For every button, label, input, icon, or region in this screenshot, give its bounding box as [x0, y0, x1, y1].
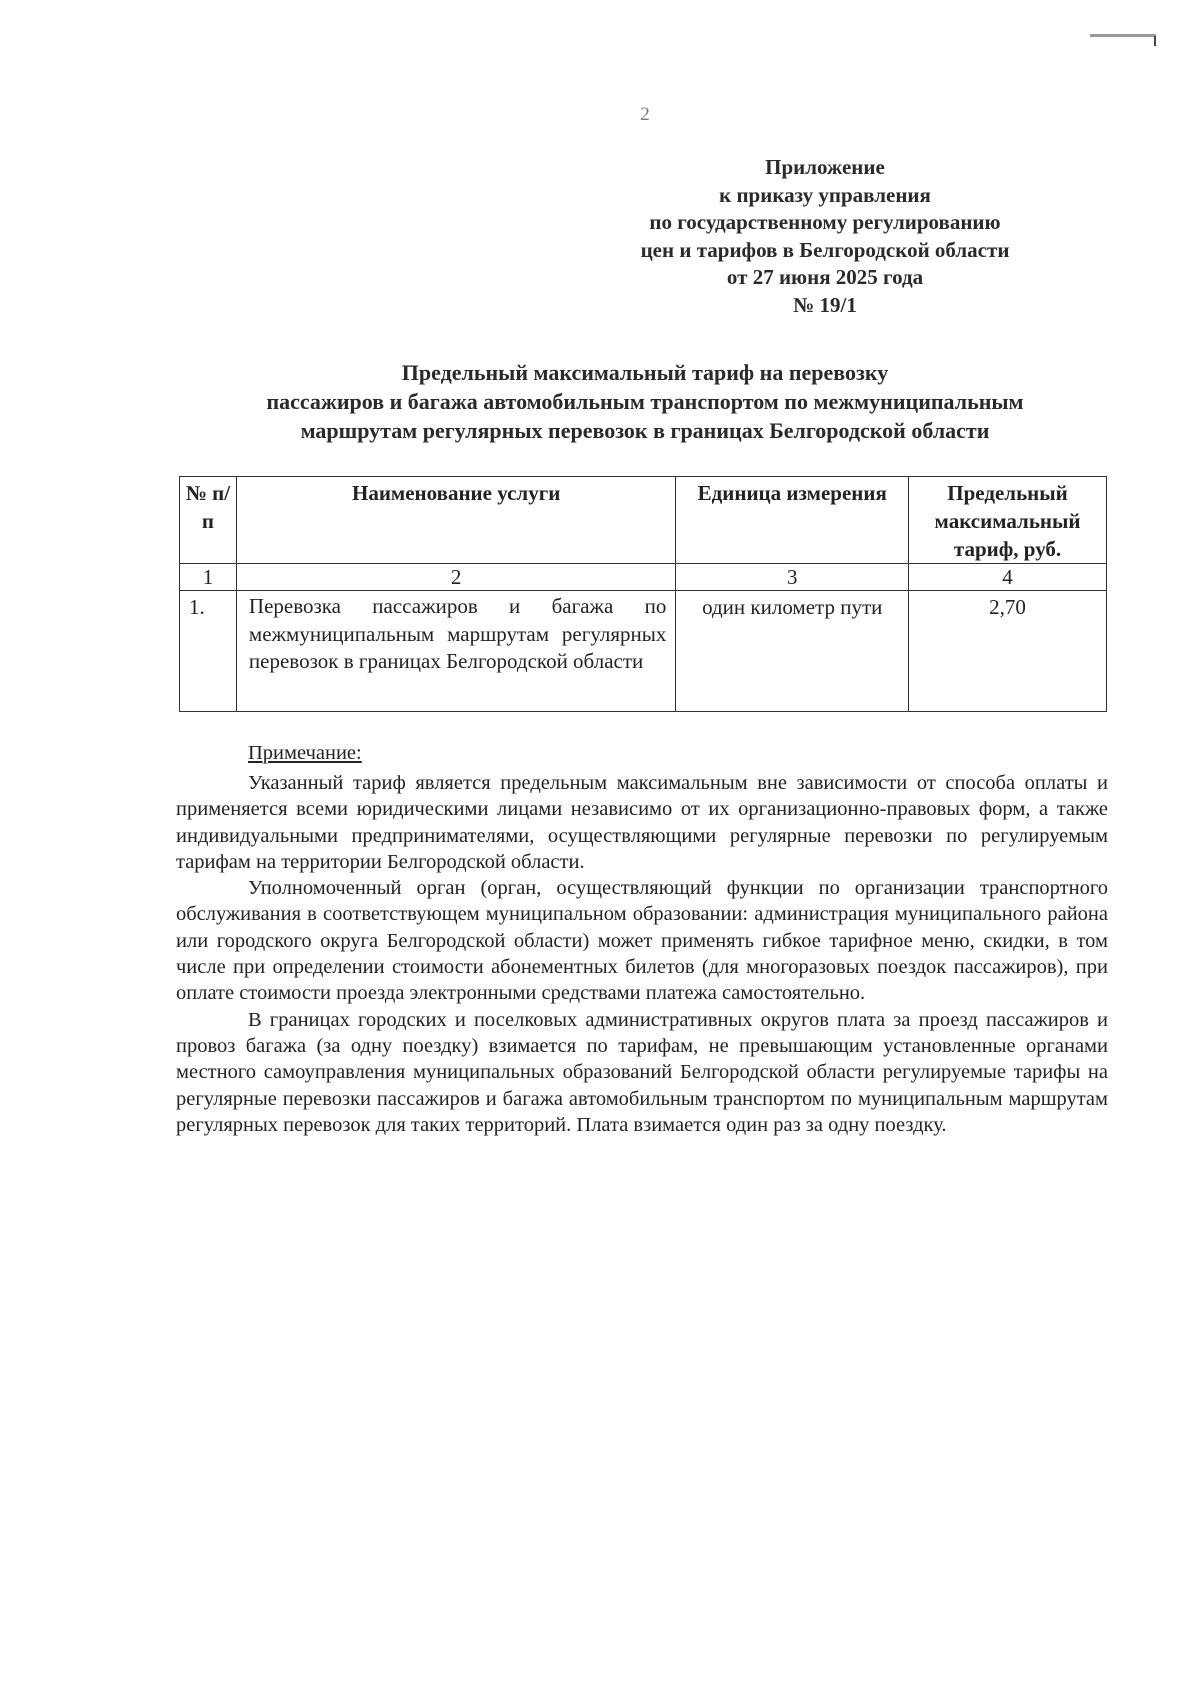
appendix-line: № 19/1 [793, 292, 857, 317]
tariff-value: 2,70 [909, 591, 1107, 712]
appendix-line: по государственному регулированию [649, 210, 1001, 234]
note-paragraph: Указанный тариф является предельным максимальным вне зависимости от способа оплаты и применяется всеми юридическими лицами независимо от их организационно-правовых форм, а также индивидуальными предпринимателями, осуществляющими регулярные перевозки по регулируемым тарифам на территории Белгородской области. [176, 772, 1108, 873]
header-unit: Единица измерения [676, 477, 909, 564]
tariff-table [179, 476, 1107, 712]
appendix-line: к приказу управления [719, 182, 931, 207]
column-number: 1 [180, 564, 237, 591]
service-name: Перевозка пассажиров и багажа по межмуниципальным маршрутам регулярных перевозок в границах Белгородской области [236, 591, 675, 712]
table-header-row [180, 477, 1107, 564]
note-title: Примечание: [248, 742, 362, 764]
appendix-line: от 27 июня 2025 года [726, 265, 924, 289]
column-number: 3 [676, 564, 909, 591]
scan-edge-tick [1154, 36, 1156, 46]
note-paragraph: Уполномоченный орган (орган, осуществляющий функции по организации транспортного обслуживания в соответствующем муниципальном образовании: администрация муниципального района или городского округа Белгородской области) может применять гибкое тарифное меню, скидки, в том числе при определении стоимости абонементных билетов (для многоразовых поездок пассажиров), при оплате стоимости проезда электронными средствами платежа самостоятельно. [176, 877, 1108, 1005]
scan-edge-mark [1090, 34, 1156, 37]
column-number: 2 [236, 564, 675, 591]
column-number-row [180, 564, 1107, 591]
note-body [176, 770, 1108, 1138]
table-row [180, 591, 1107, 712]
header-number: № п/п [180, 477, 237, 564]
appendix-header [560, 154, 1090, 319]
column-number: 4 [909, 564, 1107, 591]
title-line: Предельный максимальный тариф на перевозку [401, 360, 889, 385]
unit-of-measure: один километр пути [676, 591, 909, 712]
document-title [175, 358, 1115, 445]
header-tariff: Предельный максимальный тариф, руб. [909, 477, 1107, 564]
appendix-line: цен и тарифов в Белгородской области [640, 237, 1010, 262]
appendix-line: Приложение [765, 155, 885, 179]
title-line: маршрутам регулярных перевозок в границах Белгородской области [300, 418, 990, 443]
title-line: пассажиров и багажа автомобильным транспортом по межмуниципальным [266, 389, 1024, 414]
row-number: 1. [180, 591, 237, 712]
page-number: 2 [640, 104, 650, 125]
note-paragraph: В границах городских и поселковых административных округов плата за проезд пассажиров и провоз багажа (за одну поездку) взимается по тарифам, не превышающим установленные органами местного самоуправления муниципальных образований Белгородской области регулируемые тарифы на регулярные перевозки пассажиров и багажа автомобильным транспортом по муниципальным маршрутам регулярных перевозок для таких территорий. Плата взимается один раз за одну поездку. [176, 1008, 1108, 1136]
header-service: Наименование услуги [236, 477, 675, 564]
